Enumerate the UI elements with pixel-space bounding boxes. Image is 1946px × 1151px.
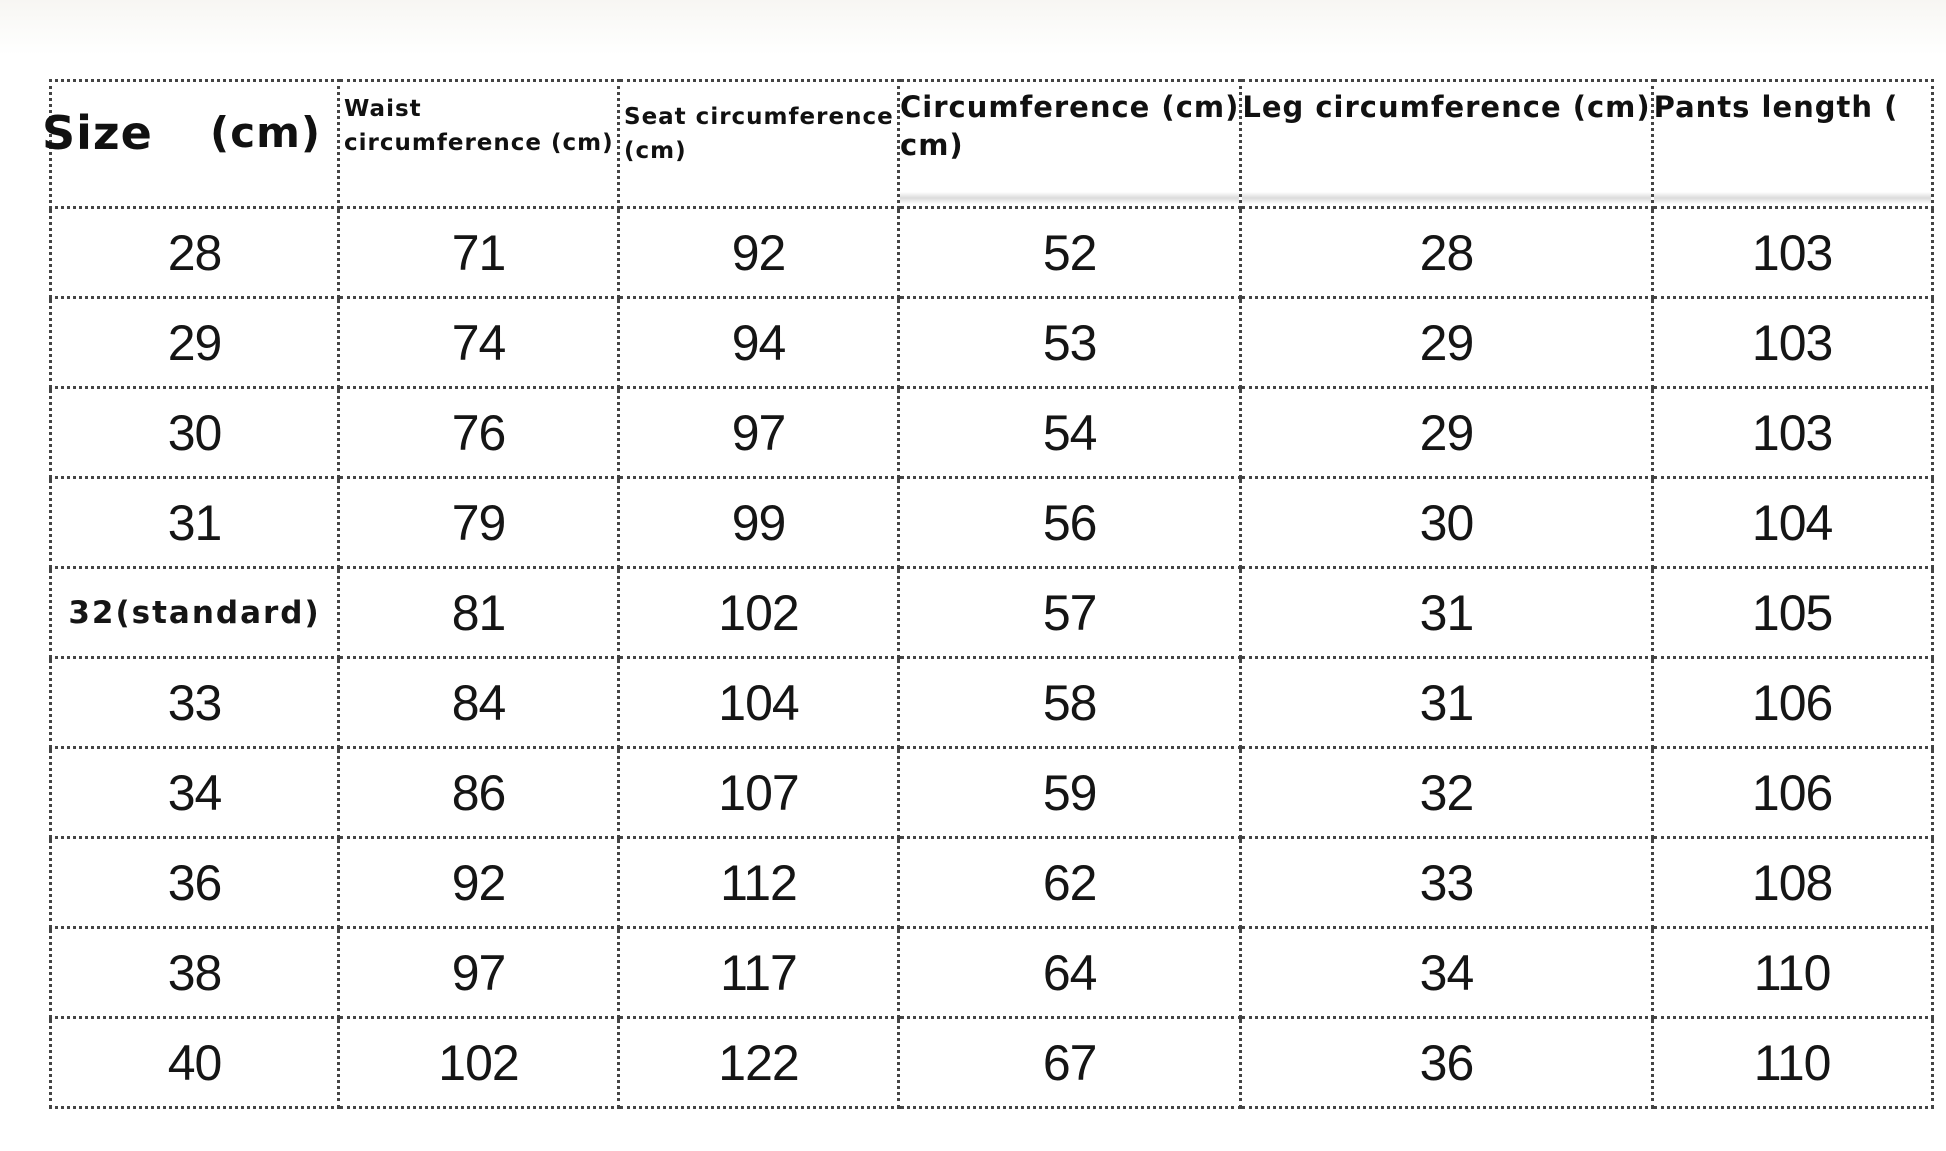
header-circumference-label: Circumference (cm) bbox=[900, 90, 1240, 124]
table-row bbox=[51, 838, 1933, 928]
cell-circumference: 59 bbox=[899, 748, 1241, 838]
header-size bbox=[42, 81, 339, 208]
header-circumference bbox=[899, 81, 1241, 208]
cell-pants-length: 103 bbox=[1652, 298, 1932, 388]
cell-waist: 74 bbox=[339, 298, 619, 388]
cell-seat: 97 bbox=[619, 388, 899, 478]
cell-pants-length: 103 bbox=[1652, 388, 1932, 478]
cell-leg: 34 bbox=[1241, 928, 1652, 1018]
cell-size: 40 bbox=[51, 1018, 339, 1108]
header-leg-label: Leg circumference (cm) bbox=[1242, 90, 1651, 124]
cell-size: 29 bbox=[51, 298, 339, 388]
cell-leg: 29 bbox=[1241, 388, 1652, 478]
cell-waist: 86 bbox=[339, 748, 619, 838]
cell-circumference: 54 bbox=[899, 388, 1241, 478]
table-row bbox=[51, 388, 1933, 478]
cell-leg: 33 bbox=[1241, 838, 1652, 928]
table-row bbox=[51, 208, 1933, 298]
cell-leg: 31 bbox=[1241, 658, 1652, 748]
header-waist: Waist circumference (cm) bbox=[339, 81, 619, 208]
cell-waist: 102 bbox=[339, 1018, 619, 1108]
size-chart-table bbox=[42, 79, 1934, 1109]
table-row bbox=[51, 748, 1933, 838]
cell-circumference: 57 bbox=[899, 568, 1241, 658]
table-row bbox=[51, 568, 1933, 658]
cell-waist: 71 bbox=[339, 208, 619, 298]
cell-pants-length: 103 bbox=[1652, 208, 1932, 298]
cell-seat: 102 bbox=[619, 568, 899, 658]
cell-pants-length: 106 bbox=[1652, 748, 1932, 838]
header-pants-length bbox=[1652, 81, 1932, 208]
table-row bbox=[51, 1018, 1933, 1108]
cell-seat: 117 bbox=[619, 928, 899, 1018]
cell-circumference: 62 bbox=[899, 838, 1241, 928]
header-circumference-overflow: cm) bbox=[900, 128, 964, 162]
cell-seat: 107 bbox=[619, 748, 899, 838]
cell-waist: 92 bbox=[339, 838, 619, 928]
cell-pants-length: 108 bbox=[1652, 838, 1932, 928]
cell-size: 30 bbox=[51, 388, 339, 478]
cell-circumference: 56 bbox=[899, 478, 1241, 568]
cell-seat: 92 bbox=[619, 208, 899, 298]
cell-size: 32(standard) bbox=[51, 568, 339, 658]
cell-size: 33 bbox=[51, 658, 339, 748]
cell-waist: 97 bbox=[339, 928, 619, 1018]
header-row bbox=[51, 81, 1933, 208]
cell-size: 34 bbox=[51, 748, 339, 838]
header-smudge bbox=[900, 192, 1239, 204]
cell-pants-length: 110 bbox=[1652, 928, 1932, 1018]
cell-waist: 76 bbox=[339, 388, 619, 478]
cell-seat: 94 bbox=[619, 298, 899, 388]
cell-leg: 29 bbox=[1241, 298, 1652, 388]
cell-circumference: 64 bbox=[899, 928, 1241, 1018]
cell-size: 31 bbox=[51, 478, 339, 568]
cell-seat: 99 bbox=[619, 478, 899, 568]
cell-seat: 112 bbox=[619, 838, 899, 928]
header-smudge bbox=[1242, 192, 1650, 204]
table-row bbox=[51, 478, 1933, 568]
cell-size: 38 bbox=[51, 928, 339, 1018]
cell-circumference: 52 bbox=[899, 208, 1241, 298]
header-leg bbox=[1241, 81, 1652, 208]
cell-pants-length: 105 bbox=[1652, 568, 1932, 658]
cell-leg: 32 bbox=[1241, 748, 1652, 838]
table-row bbox=[51, 658, 1933, 748]
cell-leg: 30 bbox=[1241, 478, 1652, 568]
cell-circumference: 53 bbox=[899, 298, 1241, 388]
cell-leg: 31 bbox=[1241, 568, 1652, 658]
cell-leg: 28 bbox=[1241, 208, 1652, 298]
cell-size: 28 bbox=[51, 208, 339, 298]
header-size-label: Size bbox=[42, 106, 153, 160]
header-smudge bbox=[1654, 192, 1931, 204]
cell-pants-length: 104 bbox=[1652, 478, 1932, 568]
table-row bbox=[51, 928, 1933, 1018]
cell-leg: 36 bbox=[1241, 1018, 1652, 1108]
cell-size: 36 bbox=[51, 838, 339, 928]
cell-waist: 81 bbox=[339, 568, 619, 658]
cell-seat: 104 bbox=[619, 658, 899, 748]
table-row bbox=[51, 298, 1933, 388]
cell-pants-length: 106 bbox=[1652, 658, 1932, 748]
cell-circumference: 58 bbox=[899, 658, 1241, 748]
cell-waist: 84 bbox=[339, 658, 619, 748]
header-size-unit: (cm) bbox=[210, 108, 322, 157]
cell-pants-length: 110 bbox=[1652, 1018, 1932, 1108]
cell-circumference: 67 bbox=[899, 1018, 1241, 1108]
header-seat: Seat circumference (cm) bbox=[619, 81, 899, 208]
cell-seat: 122 bbox=[619, 1018, 899, 1108]
cell-waist: 79 bbox=[339, 478, 619, 568]
header-pants-label: Pants length ( bbox=[1653, 90, 1899, 124]
